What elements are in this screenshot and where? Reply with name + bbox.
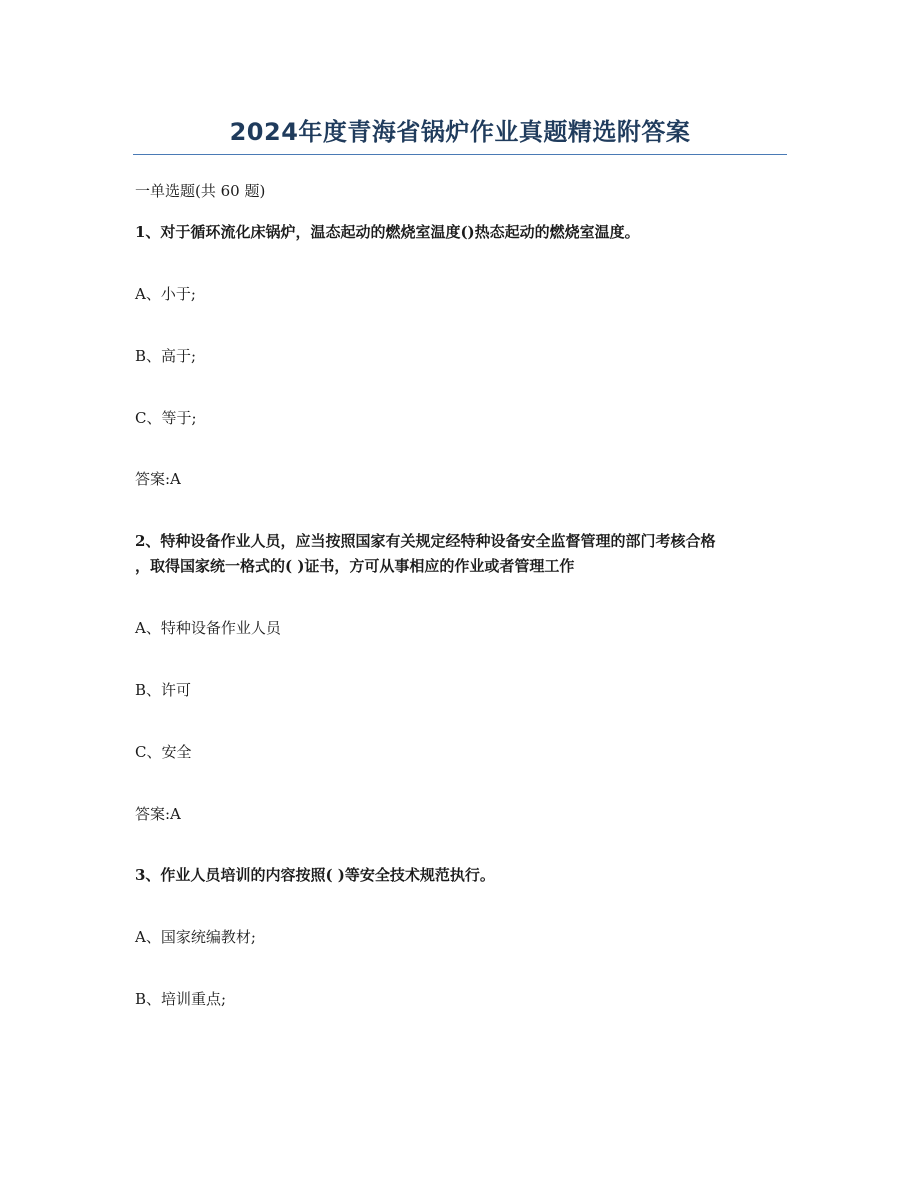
question-2-stem-line-1: 2、特种设备作业人员，应当按照国家有关规定经特种设备安全监督管理的部门考核合格	[135, 532, 716, 550]
question-3-stem: 3、作业人员培训的内容按照( )等安全技术规范执行。	[135, 866, 495, 884]
question-1-answer: 答案:A	[135, 470, 181, 488]
question-2-option-a: A、特种设备作业人员	[135, 619, 281, 637]
question-1-option-b: B、高于;	[135, 347, 197, 365]
question-1-option-a: A、小于;	[135, 285, 196, 303]
question-1-option-c: C、等于;	[135, 409, 197, 427]
question-3-option-a: A、国家统编教材;	[135, 928, 256, 946]
question-1-stem: 1、对于循环流化床锅炉，温态起动的燃烧室温度()热态起动的燃烧室温度。	[135, 223, 640, 241]
question-3-option-b: B、培训重点;	[135, 990, 227, 1008]
document-title: 2024年度青海省锅炉作业真题精选附答案	[229, 118, 691, 146]
question-2-option-c: C、安全	[135, 743, 192, 761]
section-header: 一单选题(共 60 题)	[135, 182, 266, 200]
title-divider	[133, 154, 787, 155]
question-2-option-b: B、许可	[135, 681, 192, 699]
question-2-answer: 答案:A	[135, 805, 181, 823]
question-2-stem-line-2: ，取得国家统一格式的( )证书，方可从事相应的作业或者管理工作	[135, 557, 575, 575]
